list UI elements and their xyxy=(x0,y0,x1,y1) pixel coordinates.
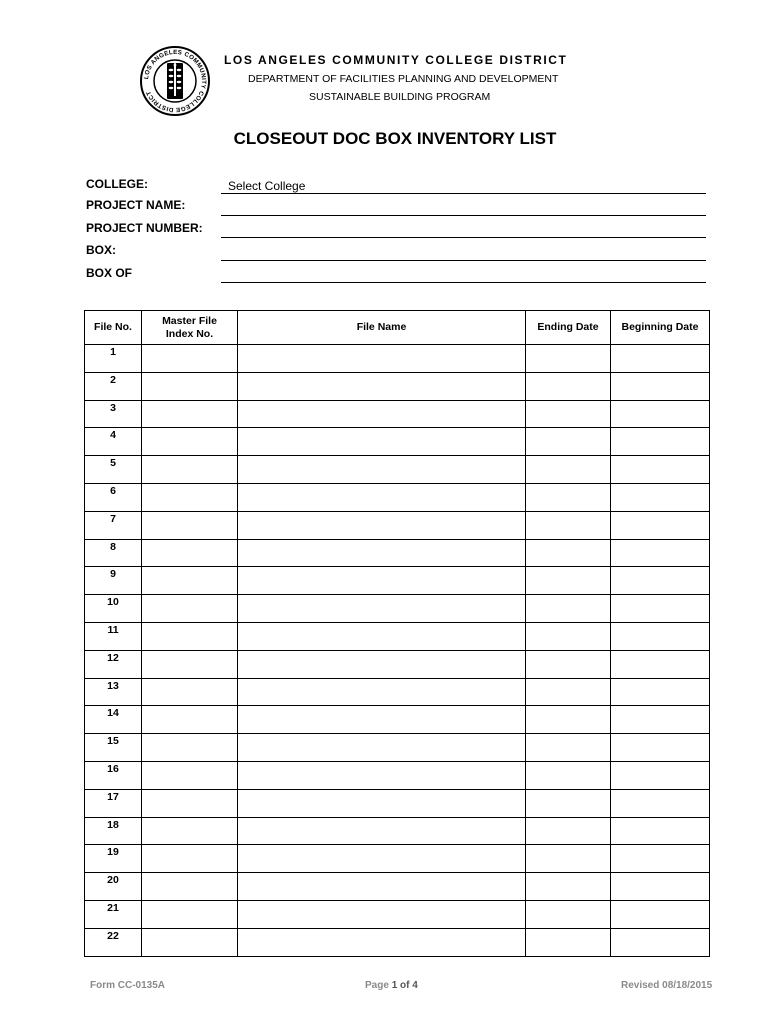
inventory-table xyxy=(84,310,710,957)
cell-file-no: 2 xyxy=(85,372,142,400)
table-row xyxy=(85,845,710,873)
table-row xyxy=(85,483,710,511)
cell-ending-date[interactable] xyxy=(526,789,611,817)
cell-beginning-date[interactable] xyxy=(611,345,710,373)
cell-master-file-index[interactable] xyxy=(142,428,238,456)
cell-file-no: 10 xyxy=(85,595,142,623)
cell-ending-date[interactable] xyxy=(526,650,611,678)
cell-file-name[interactable] xyxy=(238,789,526,817)
cell-file-no: 17 xyxy=(85,789,142,817)
cell-file-no: 7 xyxy=(85,511,142,539)
cell-master-file-index[interactable] xyxy=(142,539,238,567)
cell-file-no: 20 xyxy=(85,873,142,901)
cell-file-name[interactable] xyxy=(238,567,526,595)
cell-master-file-index[interactable] xyxy=(142,456,238,484)
cell-ending-date[interactable] xyxy=(526,817,611,845)
header-file-name: File Name xyxy=(238,311,526,345)
page-total: 4 xyxy=(412,980,418,991)
cell-master-file-index[interactable] xyxy=(142,400,238,428)
cell-file-name[interactable] xyxy=(238,845,526,873)
cell-file-no: 13 xyxy=(85,678,142,706)
table-row xyxy=(85,706,710,734)
cell-master-file-index[interactable] xyxy=(142,650,238,678)
cell-ending-date[interactable] xyxy=(526,400,611,428)
cell-file-no: 3 xyxy=(85,400,142,428)
cell-ending-date[interactable] xyxy=(526,900,611,928)
cell-ending-date[interactable] xyxy=(526,678,611,706)
cell-file-name[interactable] xyxy=(238,622,526,650)
project-number-field[interactable] xyxy=(221,237,706,238)
header-master-file-index: Master File Index No. xyxy=(142,311,238,345)
cell-file-name[interactable] xyxy=(238,539,526,567)
cell-ending-date[interactable] xyxy=(526,595,611,623)
cell-ending-date[interactable] xyxy=(526,567,611,595)
cell-file-no: 11 xyxy=(85,622,142,650)
cell-beginning-date[interactable] xyxy=(611,678,710,706)
table-row xyxy=(85,595,710,623)
svg-text:LOS ANGELES COMMUNITY COLLEGE: LOS ANGELES COMMUNITY COLLEGE DISTRICT xyxy=(143,48,208,114)
cell-beginning-date[interactable] xyxy=(611,539,710,567)
cell-beginning-date[interactable] xyxy=(611,928,710,956)
project-number-label: PROJECT NUMBER: xyxy=(86,221,203,235)
cell-file-no: 5 xyxy=(85,456,142,484)
page-current: 1 xyxy=(391,980,398,991)
cell-beginning-date[interactable] xyxy=(611,789,710,817)
cell-ending-date[interactable] xyxy=(526,345,611,373)
cell-ending-date[interactable] xyxy=(526,734,611,762)
college-field-line xyxy=(221,193,706,194)
cell-file-name[interactable] xyxy=(238,456,526,484)
cell-master-file-index[interactable] xyxy=(142,761,238,789)
cell-beginning-date[interactable] xyxy=(611,456,710,484)
revised-date: Revised 08/18/2015 xyxy=(621,980,713,991)
cell-file-name[interactable] xyxy=(238,400,526,428)
box-of-field[interactable] xyxy=(221,282,706,283)
box-of-label: BOX OF xyxy=(86,266,133,280)
cell-beginning-date[interactable] xyxy=(611,650,710,678)
cell-beginning-date[interactable] xyxy=(611,400,710,428)
cell-master-file-index[interactable] xyxy=(142,789,238,817)
cell-file-no: 15 xyxy=(85,734,142,762)
cell-master-file-index[interactable] xyxy=(142,595,238,623)
cell-beginning-date[interactable] xyxy=(611,873,710,901)
cell-file-name[interactable] xyxy=(238,678,526,706)
cell-file-no: 18 xyxy=(85,817,142,845)
cell-ending-date[interactable] xyxy=(526,372,611,400)
header-ending-date: Ending Date xyxy=(526,311,611,345)
header-file-no: File No. xyxy=(85,311,142,345)
cell-file-name[interactable] xyxy=(238,345,526,373)
cell-ending-date[interactable] xyxy=(526,706,611,734)
cell-file-name[interactable] xyxy=(238,595,526,623)
table-row xyxy=(85,428,710,456)
table-header-row xyxy=(85,311,710,345)
cell-file-no: 6 xyxy=(85,483,142,511)
cell-ending-date[interactable] xyxy=(526,539,611,567)
college-select[interactable]: Select College xyxy=(228,179,306,193)
cell-master-file-index[interactable] xyxy=(142,900,238,928)
table-row xyxy=(85,873,710,901)
cell-master-file-index[interactable] xyxy=(142,845,238,873)
cell-file-no: 8 xyxy=(85,539,142,567)
program-name: SUSTAINABLE BUILDING PROGRAM xyxy=(309,91,491,103)
cell-file-name[interactable] xyxy=(238,650,526,678)
cell-beginning-date[interactable] xyxy=(611,706,710,734)
project-name-label: PROJECT NAME: xyxy=(86,198,186,212)
cell-file-name[interactable] xyxy=(238,372,526,400)
cell-beginning-date[interactable] xyxy=(611,483,710,511)
table-row xyxy=(85,789,710,817)
cell-master-file-index[interactable] xyxy=(142,873,238,901)
cell-master-file-index[interactable] xyxy=(142,678,238,706)
college-label: COLLEGE: xyxy=(86,177,148,191)
cell-file-name[interactable] xyxy=(238,483,526,511)
cell-file-no: 19 xyxy=(85,845,142,873)
cell-master-file-index[interactable] xyxy=(142,567,238,595)
cell-ending-date[interactable] xyxy=(526,873,611,901)
table-row xyxy=(85,900,710,928)
cell-file-no: 21 xyxy=(85,900,142,928)
district-seal-logo xyxy=(140,46,210,116)
cell-file-no: 4 xyxy=(85,428,142,456)
cell-master-file-index[interactable] xyxy=(142,483,238,511)
cell-ending-date[interactable] xyxy=(526,428,611,456)
table-row xyxy=(85,817,710,845)
cell-master-file-index[interactable] xyxy=(142,511,238,539)
cell-file-name[interactable] xyxy=(238,428,526,456)
table-row xyxy=(85,400,710,428)
cell-ending-date[interactable] xyxy=(526,483,611,511)
cell-file-name[interactable] xyxy=(238,873,526,901)
cell-beginning-date[interactable] xyxy=(611,567,710,595)
box-label: BOX: xyxy=(86,243,116,257)
table-row xyxy=(85,678,710,706)
cell-beginning-date[interactable] xyxy=(611,372,710,400)
header-beginning-date: Beginning Date xyxy=(611,311,710,345)
table-row xyxy=(85,928,710,956)
cell-file-name[interactable] xyxy=(238,900,526,928)
box-field[interactable] xyxy=(221,260,706,261)
cell-ending-date[interactable] xyxy=(526,761,611,789)
cell-master-file-index[interactable] xyxy=(142,734,238,762)
cell-file-no: 14 xyxy=(85,706,142,734)
cell-file-no: 12 xyxy=(85,650,142,678)
cell-file-name[interactable] xyxy=(238,928,526,956)
cell-beginning-date[interactable] xyxy=(611,622,710,650)
cell-ending-date[interactable] xyxy=(526,845,611,873)
cell-ending-date[interactable] xyxy=(526,511,611,539)
page-of: of xyxy=(400,980,410,991)
project-name-field[interactable] xyxy=(221,215,706,216)
cell-master-file-index[interactable] xyxy=(142,928,238,956)
cell-beginning-date[interactable] xyxy=(611,845,710,873)
table-row xyxy=(85,345,710,373)
page-title: CLOSEOUT DOC BOX INVENTORY LIST xyxy=(233,129,557,148)
cell-master-file-index[interactable] xyxy=(142,706,238,734)
cell-beginning-date[interactable] xyxy=(611,817,710,845)
cell-beginning-date[interactable] xyxy=(611,428,710,456)
page-indicator xyxy=(365,980,418,991)
cell-master-file-index[interactable] xyxy=(142,622,238,650)
cell-file-no: 1 xyxy=(85,345,142,373)
table-row xyxy=(85,539,710,567)
table-row xyxy=(85,456,710,484)
cell-beginning-date[interactable] xyxy=(611,511,710,539)
table-row xyxy=(85,761,710,789)
cell-master-file-index[interactable] xyxy=(142,345,238,373)
table-row xyxy=(85,622,710,650)
cell-ending-date[interactable] xyxy=(526,622,611,650)
cell-file-name[interactable] xyxy=(238,761,526,789)
cell-beginning-date[interactable] xyxy=(611,900,710,928)
page-prefix: Page xyxy=(365,980,389,991)
cell-file-name[interactable] xyxy=(238,734,526,762)
table-row xyxy=(85,567,710,595)
table-row xyxy=(85,511,710,539)
table-row xyxy=(85,372,710,400)
cell-beginning-date[interactable] xyxy=(611,595,710,623)
cell-file-no: 16 xyxy=(85,761,142,789)
district-name: LOS ANGELES COMMUNITY COLLEGE DISTRICT xyxy=(224,53,568,67)
cell-beginning-date[interactable] xyxy=(611,734,710,762)
table-row xyxy=(85,734,710,762)
cell-master-file-index[interactable] xyxy=(142,372,238,400)
cell-ending-date[interactable] xyxy=(526,456,611,484)
cell-beginning-date[interactable] xyxy=(611,761,710,789)
cell-file-name[interactable] xyxy=(238,817,526,845)
department-name: DEPARTMENT OF FACILITIES PLANNING AND DEVELOPMENT xyxy=(248,73,559,85)
cell-file-name[interactable] xyxy=(238,706,526,734)
form-number: Form CC-0135A xyxy=(90,980,166,991)
cell-master-file-index[interactable] xyxy=(142,817,238,845)
cell-file-no: 9 xyxy=(85,567,142,595)
table-row xyxy=(85,650,710,678)
cell-file-no: 22 xyxy=(85,928,142,956)
cell-ending-date[interactable] xyxy=(526,928,611,956)
cell-file-name[interactable] xyxy=(238,511,526,539)
